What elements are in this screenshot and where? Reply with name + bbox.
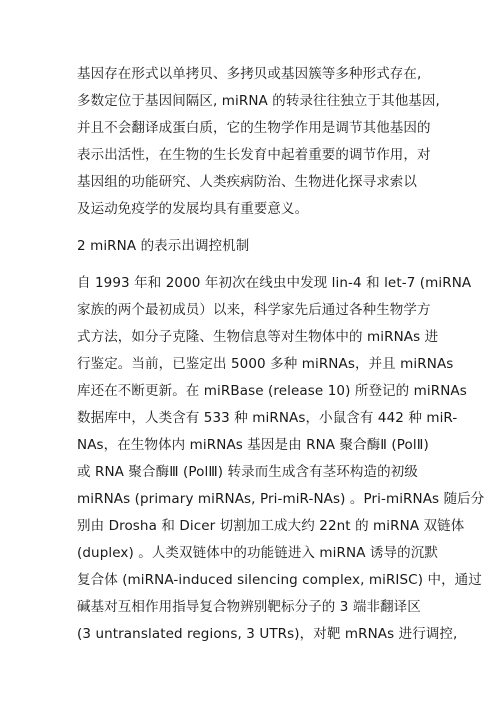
section-heading: 2 miRNA 的表示出调控机制 bbox=[77, 238, 250, 254]
text-line: 及运动免疫学的发展均具有重要意义。 bbox=[77, 201, 309, 217]
text-line: (duplex) 。人类双链体中的功能链进入 miRNA 诱导的沉默 bbox=[77, 545, 438, 561]
text-line: 自 1993 年和 2000 年初次在线虫中发现 lin-4 和 let-7 (miRNA bbox=[77, 275, 472, 291]
text-line: 基因组的功能研究、人类疾病防治、生物进化探寻求索以 bbox=[77, 174, 417, 190]
text-line: 并且不会翻译成蛋白质，它的生物学作用是调节其他基因的 bbox=[77, 120, 431, 136]
text-line: miRNAs (primary miRNAs, Pri-miR-NAs) 。Pri-miRNAs 随后分 bbox=[77, 491, 485, 507]
text-line: 表示出活性，在生物的生长发育中起着重要的调节作用，对 bbox=[77, 147, 431, 163]
text-line: (3 untranslated regions, 3 UTRs)，对靶 mRNAs 进行调控, bbox=[77, 626, 458, 642]
text-line: 碱基对互相作用指导复合物辨别靶标分子的 3 端非翻译区 bbox=[77, 599, 421, 615]
text-line: 家族的两个最初成员）以来，科学家先后通过各种生物学方 bbox=[77, 302, 431, 318]
text-line: NAs，在生物体内 miRNAs 基因是由 RNA 聚合酶Ⅱ (PolⅡ) bbox=[77, 437, 429, 453]
text-line: 库还在不断更新。在 miRBase (release 10) 所登记的 miRNAs bbox=[77, 383, 467, 399]
text-line: 或 RNA 聚合酶Ⅲ (PolⅢ) 转录而生成含有茎环构造的初级 bbox=[77, 464, 418, 480]
text-line: 复合体 (miRNA-induced silencing complex, miRISC) 中，通过 bbox=[77, 572, 482, 588]
text-line: 式方法，如分子克隆、生物信息等对生物体中的 miRNAs 进 bbox=[77, 329, 439, 345]
text-line: 行鉴定。当前，已鉴定出 5000 多种 miRNAs，并且 miRNAs bbox=[77, 356, 454, 372]
text-line: 数据库中，人类含有 533 种 miRNAs，小鼠含有 442 种 miR- bbox=[77, 410, 458, 426]
text-line: 基因存在形式以单拷贝、多拷贝或基因簇等多种形式存在, bbox=[77, 66, 422, 82]
text-line: 别由 Drosha 和 Dicer 切割加工成大约 22nt 的 miRNA 双链体 bbox=[77, 518, 465, 534]
text-line: 多数定位于基因间隔区, miRNA 的转录往往独立于其他基因, bbox=[77, 93, 440, 109]
